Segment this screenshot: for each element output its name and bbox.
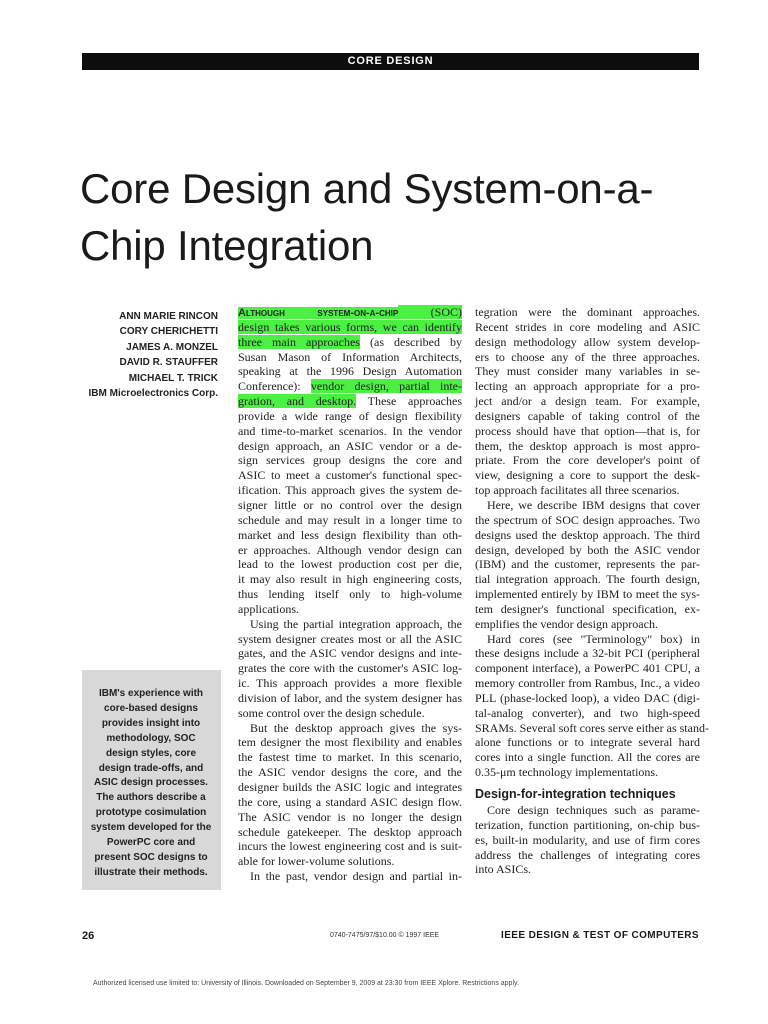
body-line: SRAMs. Several soft cores serve either as stand- bbox=[475, 720, 709, 735]
summary-line: design trade-offs, and bbox=[98, 762, 204, 774]
body-line bbox=[238, 335, 462, 350]
body-line: alone functions or to integrate several hard bbox=[475, 735, 700, 750]
author-name: MICHAEL T. TRICK bbox=[128, 372, 218, 384]
body-line: design approach, an ASIC vendor or a de- bbox=[238, 438, 462, 453]
body-text: Conference): bbox=[238, 379, 311, 394]
body-line: PLL (phase-locked loop), a video DAC (digi- bbox=[475, 690, 700, 705]
body-line: Core design techniques such as parame- bbox=[487, 803, 700, 817]
author-affiliation: IBM Microelectronics Corp. bbox=[88, 388, 218, 400]
body-line: signer little or no control over the design bbox=[238, 497, 462, 512]
summary-line: The authors describe a bbox=[96, 792, 206, 804]
copyright-notice: 0740-7475/97/$10.00 © 1997 IEEE bbox=[330, 932, 440, 939]
body-line: tal-analog converter), and two high-speed bbox=[475, 705, 700, 720]
license-notice: Authorized licensed use limited to: University of Illinois. Downloaded on September 9, 2009 at 23:30 from IEEE Xplore. Restrictions apply. bbox=[93, 980, 519, 987]
page-number: 26 bbox=[82, 930, 95, 942]
summary-line: illustrate their methods. bbox=[94, 866, 208, 878]
body-text: These approaches bbox=[356, 394, 462, 409]
body-line: emplifies the vendor design approach. bbox=[475, 616, 658, 631]
body-line: the spectrum of SOC design approaches. Two bbox=[475, 512, 700, 527]
summary-line: ASIC design processes. bbox=[94, 777, 208, 789]
body-line: the ASIC vendor designs the core, and the bbox=[238, 765, 462, 780]
lead-in-smallcaps: Although system-on-a-chip bbox=[238, 307, 399, 319]
body-line: tegration were the dominant approaches. bbox=[475, 305, 700, 319]
body-line: design, developed by both the ASIC vendor bbox=[475, 542, 700, 557]
body-line: schedule and may result in a longer time to bbox=[238, 512, 462, 527]
author-name: CORY CHERICHETTI bbox=[119, 326, 218, 338]
body-line: memory controller from Rambus, Inc., a video bbox=[475, 676, 700, 691]
body-line: Susan Mason of Information Architects, bbox=[238, 349, 462, 364]
body-line: ers to choose any of the three approaches. bbox=[475, 349, 700, 364]
body-line: applications. bbox=[238, 601, 299, 616]
body-line: provide a wide range of design flexibility bbox=[238, 408, 462, 423]
author-name: DAVID R. STAUFFER bbox=[119, 357, 218, 369]
body-line: component interface), a PowerPC 401 CPU, a bbox=[475, 661, 700, 676]
summary-line: methodology, SOC bbox=[106, 732, 196, 744]
body-line: view, designing a core to support the desk- bbox=[475, 468, 700, 483]
summary-line: prototype cosimulation bbox=[95, 807, 207, 819]
body-line: incurs the lowest engineering cost and is suit- bbox=[238, 839, 462, 854]
body-line: terization, function partitioning, on-chip bus- bbox=[475, 817, 700, 832]
body-line: sign services group designs the core and bbox=[238, 453, 462, 468]
summary-line: IBM's experience with bbox=[98, 688, 204, 699]
body-line: process should have that option—that is, for bbox=[475, 423, 700, 438]
body-line: thus lending itself only to high-volume bbox=[238, 587, 462, 602]
author-name: JAMES A. MONZEL bbox=[126, 341, 218, 353]
body-line: The ASIC vendor is no longer the design bbox=[238, 809, 462, 824]
body-line: ic. This approach provides a more flexible bbox=[238, 676, 462, 691]
body-line: Recent strides in core modeling and ASIC bbox=[475, 319, 700, 334]
body-column-2 bbox=[475, 305, 709, 877]
body-line: the core, using a standard ASIC design flow. bbox=[238, 794, 462, 809]
highlighted-text: gration, and desktop. bbox=[238, 394, 357, 409]
body-line: (IBM) and the customer, represents the par- bbox=[475, 557, 700, 572]
summary-line: design styles, core bbox=[105, 747, 197, 759]
summary-line: core-based designs bbox=[104, 702, 198, 714]
body-line: the fastest time to market. In this scenario, bbox=[238, 750, 462, 765]
highlighted-text: (SOC) bbox=[398, 305, 462, 319]
body-line: In the past, vendor design and partial in- bbox=[250, 869, 462, 884]
highlighted-text: design takes various forms, we can identify bbox=[238, 319, 462, 334]
body-line: schedule gatekeeper. The desktop approach bbox=[238, 824, 462, 839]
body-line: lead to the lowest production cost per die, bbox=[238, 557, 462, 572]
highlighted-text: vendor design, partial inte- bbox=[310, 379, 462, 394]
article-title bbox=[80, 160, 720, 274]
highlighted-text: three main approaches bbox=[238, 334, 360, 349]
body-line: er approaches. Although vendor design can bbox=[238, 542, 462, 557]
section-subheading: Design-for-integration techniques bbox=[475, 787, 676, 801]
summary-line: system developed for the bbox=[90, 822, 212, 834]
body-line: Hard cores (see "Terminology" box) in bbox=[487, 631, 700, 646]
summary-line: PowerPC core and bbox=[106, 837, 196, 849]
section-header-bar bbox=[82, 53, 699, 70]
body-line: design methodology allow system develop- bbox=[475, 334, 700, 349]
body-line: these designs include a 32-bit PCI (peripheral bbox=[475, 646, 700, 661]
body-line bbox=[238, 305, 462, 320]
body-line bbox=[238, 394, 462, 409]
body-column-1 bbox=[238, 305, 462, 884]
body-line: gates, and the ASIC vendor designs and inte- bbox=[238, 646, 462, 661]
body-line: cores into a single function. All the cores are bbox=[475, 750, 700, 765]
journal-name: IEEE DESIGN & TEST OF COMPUTERS bbox=[501, 930, 699, 941]
author-name: ANN MARIE RINCON bbox=[119, 311, 218, 322]
summary-line: present SOC designs to bbox=[94, 851, 208, 863]
body-line: designers capable of taking control of the bbox=[475, 408, 700, 423]
body-line: ASIC to meet a customer's functional spec- bbox=[238, 468, 462, 483]
body-line: speaking at the 1996 Design Automation bbox=[238, 364, 462, 379]
body-line: es, built-in modularity, and use of firm cores bbox=[475, 832, 700, 847]
title-line-1: Core Design and System-on-a- bbox=[80, 165, 654, 212]
body-line: But the desktop approach gives the sys- bbox=[250, 720, 462, 735]
title-line-2: Chip Integration bbox=[80, 222, 374, 269]
author-list bbox=[82, 309, 218, 401]
body-line: 0.35-μm technology implementations. bbox=[475, 765, 659, 780]
body-line: designer builds the ASIC logic and integrates bbox=[238, 780, 462, 794]
summary-text bbox=[88, 687, 214, 881]
body-line bbox=[238, 320, 462, 335]
body-line: it may also result in high engineering costs, bbox=[238, 572, 462, 587]
body-line: some control over the design schedule. bbox=[238, 705, 425, 720]
body-line: Using the partial integration approach, the bbox=[250, 616, 462, 631]
body-line bbox=[238, 379, 462, 394]
body-line: market and less design flexibility than oth- bbox=[238, 527, 462, 542]
body-line: and time-to-market scenarios. In the vendor bbox=[238, 423, 462, 438]
body-line: ject and/or a design team. For example, bbox=[475, 394, 700, 409]
body-line: into ASICs. bbox=[475, 862, 532, 877]
body-line: They must consider many variables in se- bbox=[475, 364, 700, 379]
body-text: (as described by bbox=[359, 334, 462, 349]
body-line: ification. This approach gives the system de- bbox=[238, 483, 462, 498]
body-line: able for lower-volume solutions. bbox=[238, 854, 395, 869]
body-line: lecting an approach appropriate for a pro- bbox=[475, 379, 700, 394]
body-line: Here, we describe IBM designs that cover bbox=[487, 497, 700, 512]
body-line: tial integration approach. The fourth design, bbox=[475, 572, 700, 587]
body-line: division of labor, and the system designer has bbox=[238, 690, 462, 705]
body-line: designs used the desktop approach. The third bbox=[475, 527, 700, 542]
summary-line: provides insight into bbox=[101, 717, 201, 729]
body-line: them, the desktop approach is most appro- bbox=[475, 438, 700, 453]
body-line: address the challenges of integrating cores bbox=[475, 847, 700, 862]
section-label: CORE DESIGN bbox=[347, 55, 434, 67]
body-line: priate. From the core developer's point of bbox=[475, 453, 700, 468]
body-line: grates the core with the customer's ASIC log- bbox=[238, 661, 462, 676]
body-line: tem designer the most flexibility and enables bbox=[238, 735, 462, 750]
body-line: tem designer's functional specification, ex- bbox=[475, 601, 700, 616]
body-line: system designer creates most or all the ASIC bbox=[238, 631, 462, 646]
body-line: top approach facilitates all three scenarios. bbox=[475, 483, 680, 498]
body-line: implemented entirely by IBM to meet the sys- bbox=[475, 587, 700, 602]
